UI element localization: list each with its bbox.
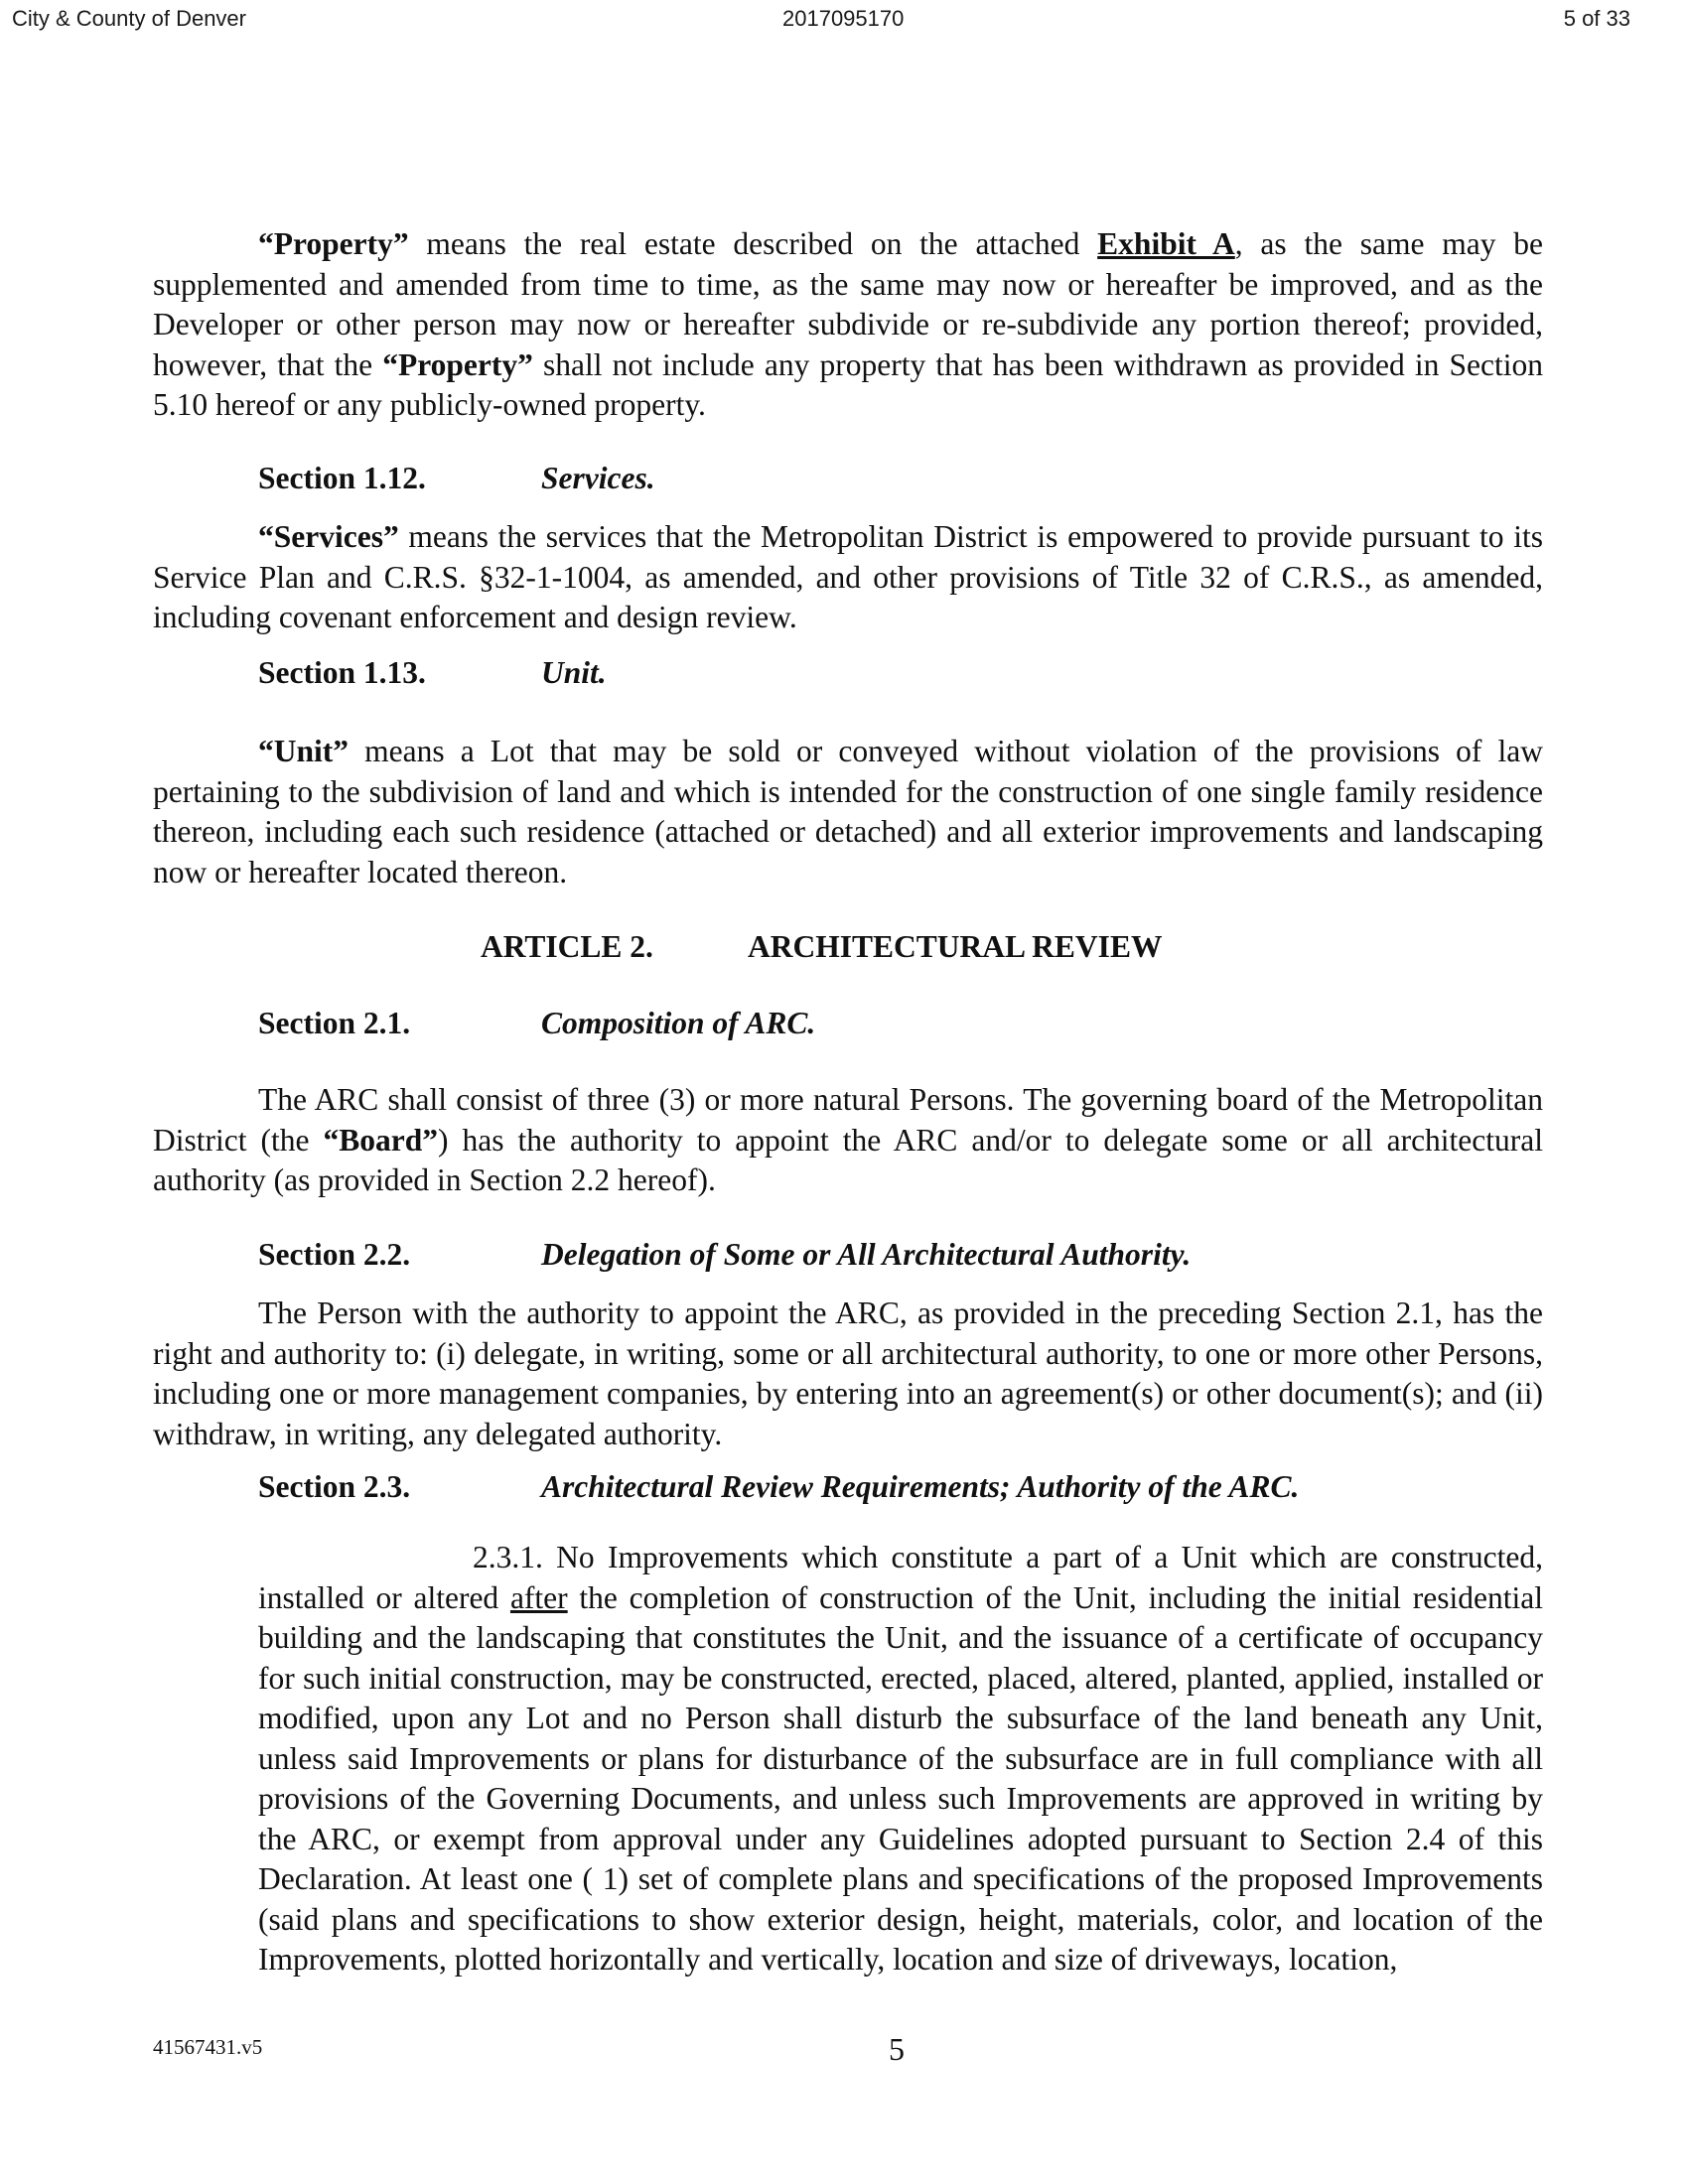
section-2-1-text: The ARC shall consist of three (3) or more natural Persons. The governing board of the Metropolitan District (the “Board”) has the authority to appoint the ARC and/or to delegate some or all architectural authority (as provided in Section 2.2 hereof). [153,1082,1543,1197]
section-1-12-title: Services. [541,461,655,495]
footer-page-number: 5 [889,2031,905,2067]
underlined-after: after [509,1579,568,1615]
footer-document-id: 41567431.v5 [153,2035,263,2059]
section-2-3-number: Section 2.3. [258,1469,411,1504]
section-2-1-number: Section 2.1. [258,1006,411,1040]
header-county: City & County of Denver [12,6,246,31]
subsection-2-3-1-text: 2.3.1. No Improvements which constitute a part of a Unit which are constructed, installed or altered after the completion of construction of the Unit, including the initial residential building and the landscaping that constitutes the Unit, and the issuance of a certificate of occupancy for such initial construction, may be constructed, erected, placed, altered, planted, applied, installed or modified, upon any Lot and no Person shall disturb the subsurface of the land beneath any Unit, unless said Improvements or plans for disturbance of the subsurface are in full compliance with all provisions of the Governing Documents, and unless such Improvements are approved in writing by the ARC, or exempt from approval under any Guidelines adopted pursuant to Section 2.4 of this Declaration. At least one ( 1) set of complete plans and specifications of the proposed Improvements (said plans and specifications to show exterior design, height, materials, color, and location of the Improvements, plotted horizontally and vertically, location and size of driveways, location, [258,1540,1543,1977]
section-2-2-title: Delegation of Some or All Architectural Authority. [541,1237,1192,1272]
article-2-number: ARTICLE 2. [481,929,653,964]
header-page-count: 5 of 33 [1563,6,1630,31]
property-definition: “Property” means the real estate described on the attached Exhibit A, as the same may be supplemented and amended from time to time, as the same may now or hereafter be improved, and as the Developer or other person may now or hereafter subdivide or re-subdivide any portion thereof; provided, however, that the “Property” shall not include any property that has been withdrawn as provided in Section 5.10 hereof or any publicly-owned property. [153,226,1543,422]
section-2-3-title: Architectural Review Requirements; Authority of the ARC. [541,1469,1300,1504]
article-2-title: ARCHITECTURAL REVIEW [748,929,1163,964]
section-2-2-number: Section 2.2. [258,1237,411,1272]
term-board: “Board” [323,1122,439,1158]
services-definition: “Services” means the services that the Metropolitan District is empowered to provide pursuant to its Service Plan and C.R.S. §32-1-1004, as amended, and other provisions of Title 32 of C.R.S., as amended, including covenant enforcement and design review. [153,519,1543,634]
header-reception-number: 2017095170 [782,6,905,31]
section-2-2-text: The Person with the authority to appoint the ARC, as provided in the preceding Section 2.1, has the right and authority to: (i) delegate, in writing, some or all architectural authority, to one or more other Persons, including one or more management companies, by entering into an agreement(s) or other document(s); and (ii) withdraw, in writing, any delegated authority. [153,1296,1543,1451]
term-services: “Services” [258,519,399,554]
term-unit: “Unit” [258,734,350,768]
term-property-2: “Property” [382,346,533,382]
section-1-13-number: Section 1.13. [258,655,426,690]
section-2-1-title: Composition of ARC. [541,1006,816,1040]
section-1-12-number: Section 1.12. [258,461,426,495]
section-1-13-title: Unit. [541,655,607,690]
unit-definition: “Unit” means a Lot that may be sold or conveyed without violation of the provisions of law pertaining to the subdivision of land and which is intended for the construction of one single family residence thereon, including each such residence (attached or detached) and all exterior improvements and landscaping now or hereafter located thereon. [153,734,1543,889]
term-property: “Property” [258,226,409,261]
exhibit-a-reference: Exhibit A [1097,226,1235,261]
